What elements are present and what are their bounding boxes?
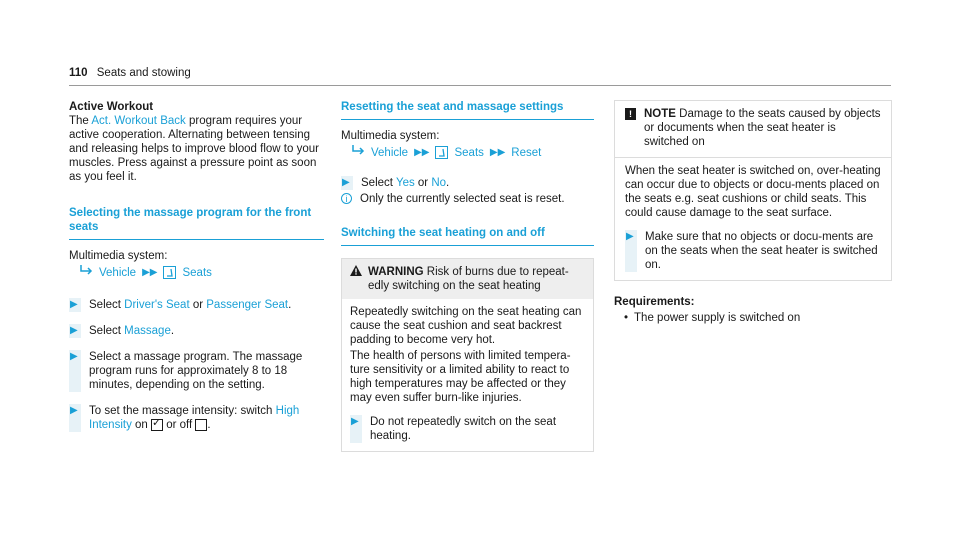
text-fragment: Select	[89, 325, 125, 337]
active-workout-text	[69, 114, 324, 184]
menu-path	[79, 265, 324, 280]
requirements-list	[614, 311, 892, 325]
step-item	[69, 298, 324, 312]
step-item	[625, 230, 881, 272]
path-item-vehicle: Vehicle	[371, 146, 409, 159]
play-triangle-icon: ▶	[70, 299, 78, 310]
step-text: Select a massage program. The massage program runs for approximately 8 to 18 minutes, depending on the setting.	[89, 351, 303, 391]
page-number: 110	[69, 67, 88, 79]
option-passenger-seat: Passenger Seat	[206, 299, 289, 311]
step-text: Make sure that no objects or docu-ments are on the seats when the seat heater is switched on.	[645, 231, 878, 271]
column-3	[614, 100, 892, 325]
step-item	[341, 176, 594, 190]
column-1	[69, 100, 324, 432]
step-bar	[69, 350, 81, 392]
step-bar	[625, 230, 637, 272]
text-fragment: or	[189, 299, 207, 311]
step-bar	[350, 415, 362, 443]
step-text	[361, 176, 594, 190]
step-bar	[341, 176, 353, 190]
text-fragment: .	[170, 325, 175, 337]
option-yes: Yes	[395, 177, 415, 189]
text-fragment: To set the massage intensity: switch	[89, 405, 276, 417]
text-fragment: .	[207, 419, 211, 431]
massage-section-heading: Selecting the massage program for the front seats	[69, 206, 324, 240]
menu-path	[351, 145, 594, 160]
warning-label: WARNING	[368, 266, 424, 278]
option-high-intensity: High Intensity	[89, 405, 300, 431]
info-note	[341, 192, 594, 206]
step-item	[69, 324, 324, 338]
path-item-seats: Seats	[182, 266, 212, 279]
double-chevron-icon: ▶▶	[142, 266, 158, 278]
text-fragment: or	[414, 177, 432, 189]
active-workout-title: Active Workout	[69, 101, 154, 113]
option-massage: Massage	[124, 325, 171, 337]
note-header-text	[644, 107, 881, 149]
text-fragment: .	[288, 299, 292, 311]
warning-header	[342, 259, 593, 299]
checkbox-checked-icon	[151, 419, 163, 431]
path-item-reset: Reset	[511, 146, 542, 159]
note-header	[615, 101, 891, 157]
double-chevron-icon: ▶▶	[414, 146, 430, 158]
play-triangle-icon: ▶	[626, 231, 634, 242]
return-arrow-icon	[79, 265, 93, 280]
warning-body	[342, 299, 593, 451]
note-box	[614, 100, 892, 281]
header-divider	[69, 85, 891, 86]
page-section-title: Seats and stowing	[96, 67, 191, 79]
info-text: Only the currently selected seat is reset.	[360, 193, 565, 205]
system-label: Multimedia system:	[341, 130, 440, 142]
return-arrow-icon	[351, 145, 365, 160]
play-triangle-icon: ▶	[70, 405, 78, 416]
play-triangle-icon: ▶	[351, 416, 359, 427]
step-item	[69, 350, 324, 392]
seat-icon	[163, 266, 176, 279]
note-paragraph: When the seat heater is switched on, over-heating can occur due to objects or docu-ments placed on the seats e.g. seat cushions or child seats. This could cause damage to the seat surface.	[625, 165, 881, 219]
step-item	[350, 415, 585, 443]
double-chevron-icon: ▶▶	[489, 146, 506, 158]
text-fragment: The	[69, 115, 92, 127]
seat-icon	[435, 146, 448, 159]
page-header	[69, 66, 191, 80]
text-fragment: Select	[89, 299, 125, 311]
option-drivers-seat: Driver's Seat	[124, 299, 190, 311]
info-icon: i	[341, 193, 352, 204]
exclamation-box-icon: !	[625, 108, 636, 120]
text-fragment: Damage to the seats caused by objects or documents when the seat heater is switched on	[644, 108, 881, 148]
requirements-title: Requirements:	[614, 296, 695, 308]
step-text	[89, 324, 324, 338]
text-fragment: Select	[361, 177, 396, 189]
option-no: No	[431, 177, 447, 189]
text-fragment: or off	[163, 419, 196, 431]
warning-paragraph: Repeatedly switching on the seat heating can cause the seat cushion and seat backrest padding to become very hot.	[350, 306, 582, 346]
step-bar	[69, 324, 81, 338]
warning-triangle-icon	[350, 265, 362, 276]
path-item-seats: Seats	[454, 146, 484, 159]
text-fragment: on	[131, 419, 152, 431]
heating-section-heading: Switching the seat heating on and off	[341, 226, 594, 246]
step-text	[89, 298, 324, 312]
list-item: • The power supply is switched on	[624, 311, 892, 325]
play-triangle-icon: ▶	[70, 325, 78, 336]
text-fragment: program requires your active cooperation. Alternating between tensing and releasing helps to improve blood flow to your muscles. Press against a pressure point as soon as you feel it.	[69, 115, 319, 183]
step-bar	[69, 298, 81, 312]
step-bar	[69, 404, 81, 432]
step-text	[89, 404, 324, 432]
path-item-vehicle: Vehicle	[99, 266, 137, 279]
column-2	[341, 100, 594, 452]
step-text: Do not repeatedly switch on the seat heating.	[370, 416, 557, 442]
warning-paragraph: The health of persons with limited tempera-ture sensitivity or a limited ability to react to high temperatures may be affected or they may even suffer burn-like injuries.	[350, 350, 571, 404]
checkbox-empty-icon	[195, 419, 207, 431]
program-name: Act. Workout Back	[91, 115, 186, 127]
play-triangle-icon: ▶	[342, 177, 350, 188]
reset-section-heading: Resetting the seat and massage settings	[341, 100, 594, 120]
step-item	[69, 404, 324, 432]
warning-box	[341, 258, 594, 452]
warning-header-text	[368, 265, 585, 293]
note-body	[615, 157, 891, 280]
text-fragment: .	[446, 177, 450, 189]
system-label: Multimedia system:	[69, 250, 168, 262]
play-triangle-icon: ▶	[70, 351, 78, 362]
text-fragment: Risk of burns due to repeat-edly switching on the seat heating	[368, 266, 569, 292]
note-label: NOTE	[644, 108, 676, 120]
